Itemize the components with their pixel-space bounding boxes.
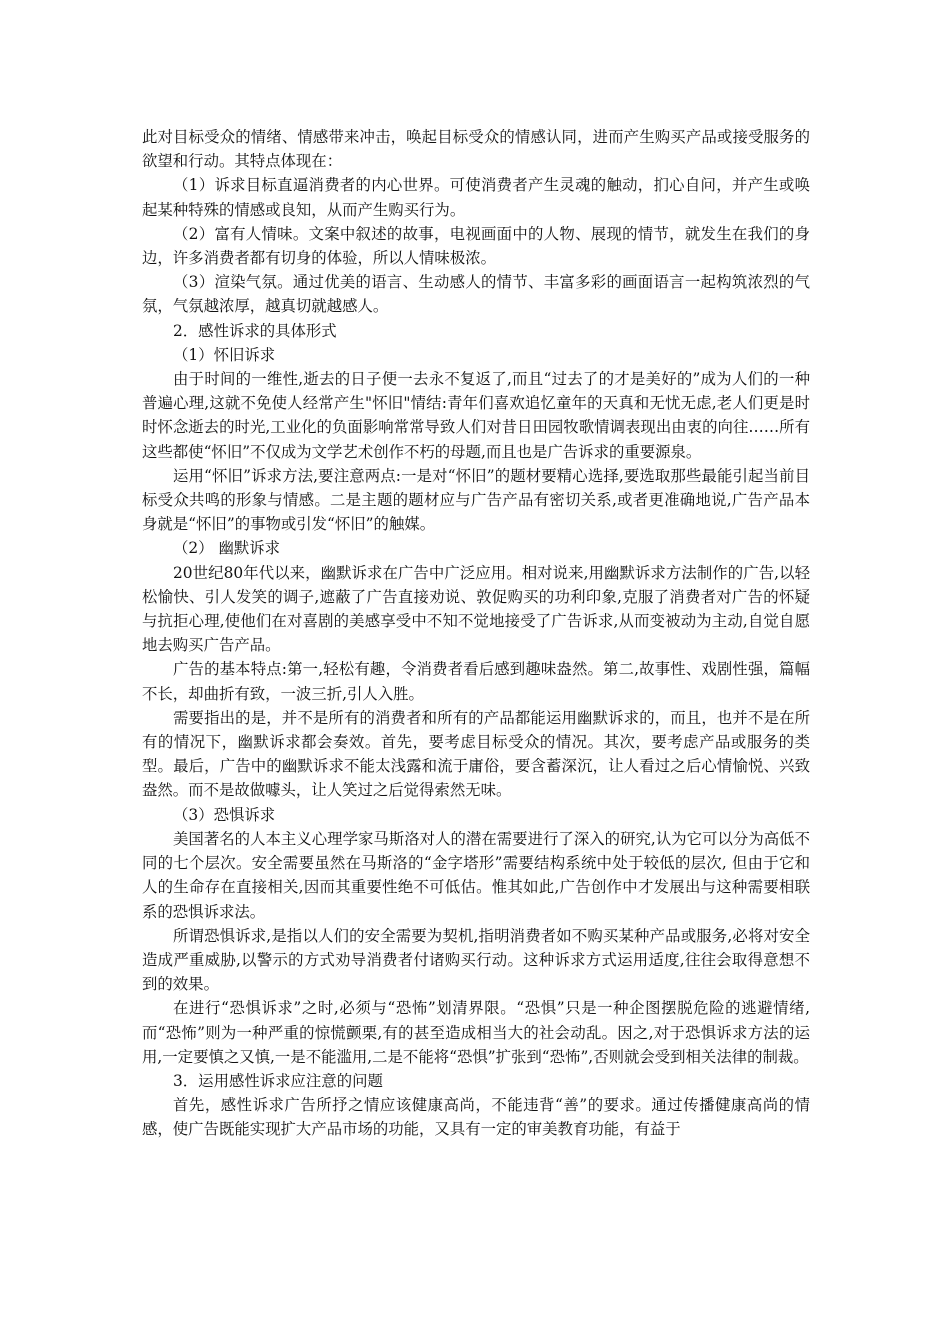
paragraph-humor-3: 需要指出的是，并不是所有的消费者和所有的产品都能运用幽默诉求的，而且，也并不是在所有的情况下，幽默诉求都会奏效。首先，要考虑目标受众的情况。其次，要考虑产品或服务的类型。最后，广告中的幽默诉求不能太浅露和流于庸俗，要含蓄深沉，让人看过之后心情愉悦、兴致盎然。而不是故做噱头，让人笑过之后觉得索然无味。 xyxy=(142,708,810,800)
document-body xyxy=(142,125,810,1142)
paragraph-feature-2: （2）富有人情味。文案中叙述的故事，电视画面中的人物、展现的情节，就发生在我们的身边，许多消费者都有切身的体验，所以人情味极浓。 xyxy=(142,224,810,268)
subheading-nostalgia: （1）怀旧诉求 xyxy=(173,345,276,364)
section-heading-2: 2．感性诉求的具体形式 xyxy=(173,321,337,340)
paragraph-feature-1: （1）诉求目标直逼消费者的内心世界。可使消费者产生灵魂的触动，扪心自问，并产生或唤起某种特殊的情感或良知，从而产生购买行为。 xyxy=(142,176,810,219)
paragraph-humor-1: 20世纪80年代以来，幽默诉求在广告中广泛应用。相对说来,用幽默诉求方法制作的广告,以轻松愉快、引人发笑的调子,遮蔽了广告直接劝说、敦促购买的功利印象,克服了消费者对广告的怀疑与抗拒心理,使他们在对喜剧的美感享受中不知不觉地接受了广告诉求,从而变被动为主动,自觉自愿地去购买广告产品。 xyxy=(142,563,810,655)
paragraph-nostalgia-2: 运用“怀旧”诉求方法,要注意两点:一是对“怀旧”的题材要精心选择,要选取那些最能引起当前目标受众共鸣的形象与情感。二是主题的题材应与广告产品有密切关系,或者更准确地说,广告产品本身就是“怀旧”的事物或引发“怀旧”的触媒。 xyxy=(142,466,810,534)
paragraph-fear-1: 美国著名的人本主义心理学家马斯洛对人的潜在需要进行了深入的研究,认为它可以分为高低不同的七个层次。安全需要虽然在马斯洛的“金字塔形”需要结构系统中处于较低的层次, 但由于它和人的生命存在直接相关,因而其重要性绝不可低估。惟其如此,广告创作中才发展出与这种需要相联系的恐惧诉求法。 xyxy=(142,829,810,921)
subheading-fear: （3）恐惧诉求 xyxy=(173,805,276,824)
paragraph-nostalgia-1: 由于时间的一维性,逝去的日子便一去永不复返了,而且“过去了的才是美好的”成为人们的一种普遍心理,这就不免使人经常产生"怀旧"情结:青年们喜欢追忆童年的天真和无忧无虑,老人们更是时时怀念逝去的时光,工业化的负面影响常常导致人们对昔日田园牧歌情调表现出由衷的向往……所有这些都使“怀旧”不仅成为文学艺术创作不朽的母题,而且也是广告诉求的重要源泉。 xyxy=(142,370,810,461)
paragraph-intro-continuation: 此对目标受众的情绪、情感带来冲击，唤起目标受众的情感认同，进而产生购买产品或接受服务的欲望和行动。其特点体现在： xyxy=(142,128,810,171)
subheading-humor: （2） 幽默诉求 xyxy=(173,539,281,558)
paragraph-fear-3: 在进行“恐惧诉求”之时,必须与“恐怖”划清界限。“恐惧”只是一种企图摆脱危险的逃避情绪,而“恐怖”则为一种严重的惊慌颤栗,有的甚至造成相当大的社会动乱。因之,对于恐惧诉求方法的运用,一定要慎之又慎,一是不能滥用,二是不能将“恐惧”扩张到“恐怖”,否则就会受到相关法律的制裁。 xyxy=(142,999,810,1066)
paragraph-fear-2: 所谓恐惧诉求,是指以人们的安全需要为契机,指明消费者如不购买某种产品或服务,必将对安全造成严重威胁,以警示的方式劝导消费者付诸购买行动。这种诉求方式运用适度,往往会取得意想不到的效果。 xyxy=(142,926,810,994)
section-heading-3: 3．运用感性诉求应注意的问题 xyxy=(173,1071,383,1090)
paragraph-humor-2: 广告的基本特点:第一,轻松有趣，令消费者看后感到趣味盎然。第二,故事性、戏剧性强，篇幅不长，却曲折有致，一波三折,引人入胜。 xyxy=(142,660,810,703)
paragraph-cautions-1: 首先，感性诉求广告所抒之情应该健康高尚，不能违背“善”的要求。通过传播健康高尚的情感，使广告既能实现扩大产品市场的功能，又具有一定的审美教育功能，有益于 xyxy=(142,1096,810,1139)
paragraph-feature-3: （3）渲染气氛。通过优美的语言、生动感人的情节、丰富多彩的画面语言一起构筑浓烈的气氛，气氛越浓厚，越真切就越感人。 xyxy=(142,273,810,316)
